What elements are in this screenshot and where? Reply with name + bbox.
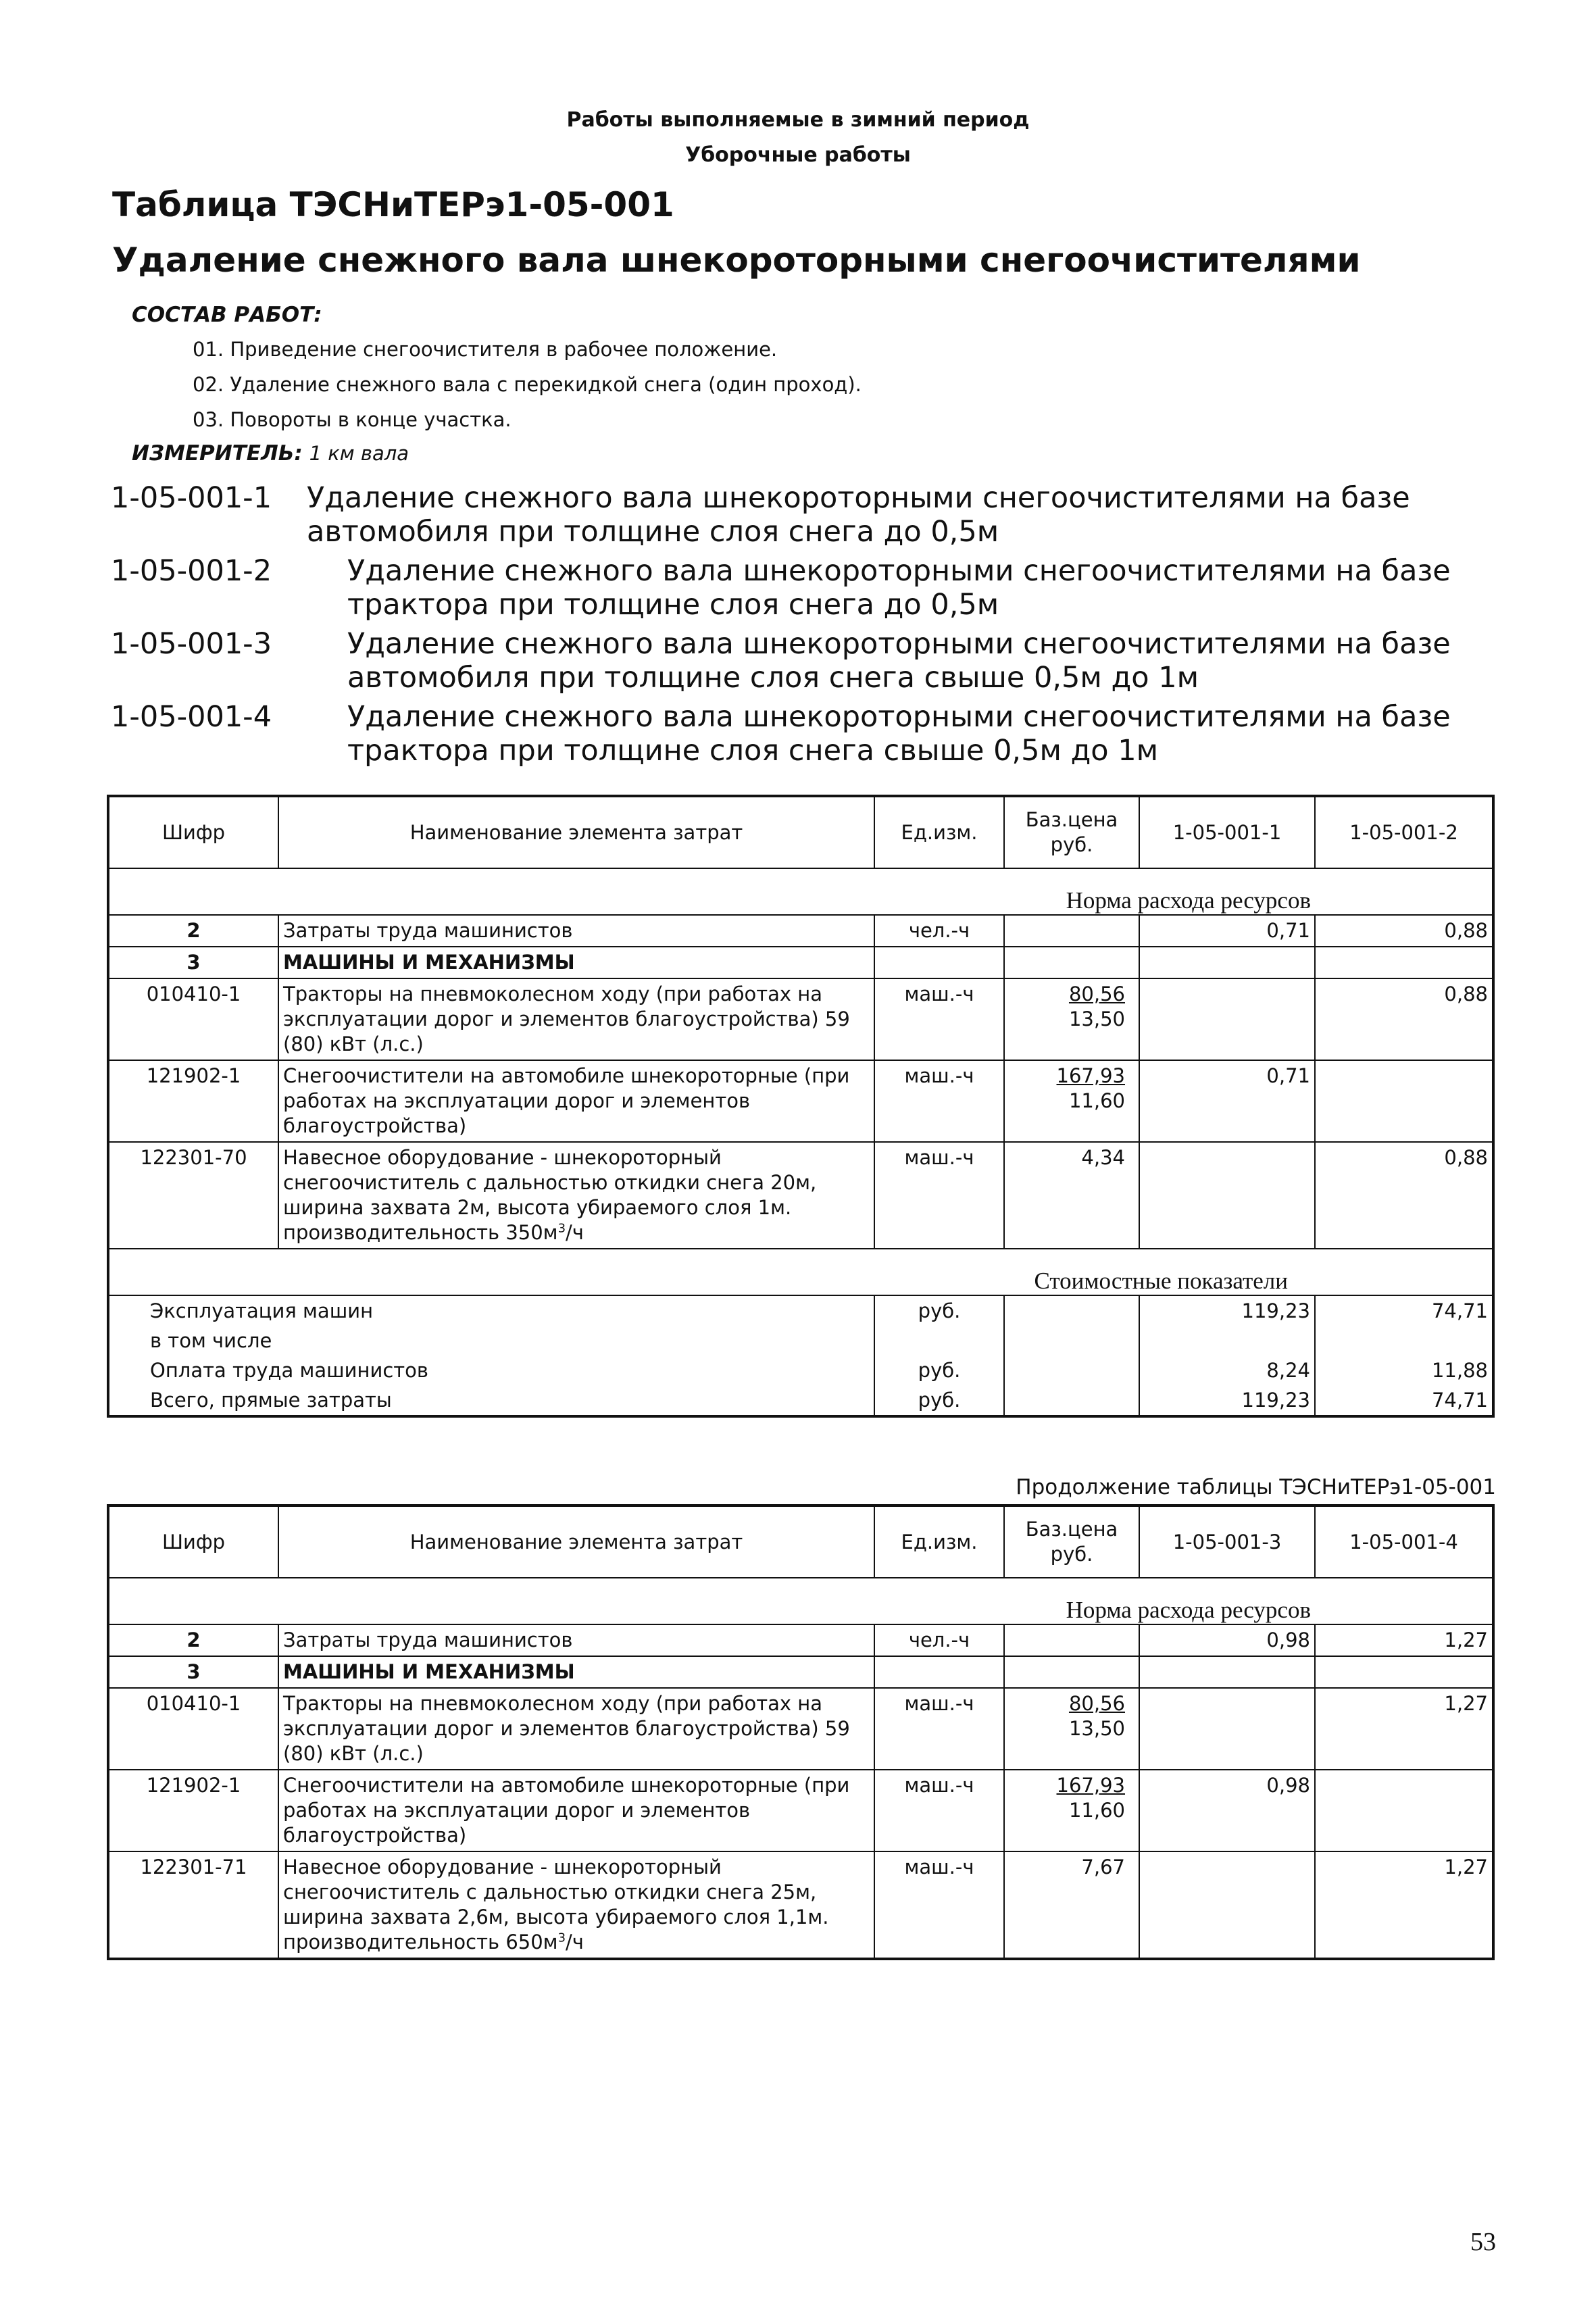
variant-item	[111, 627, 1496, 695]
row-name: Затраты труда машинистов	[278, 915, 874, 947]
cost-value-b: 74,71	[1315, 1295, 1493, 1326]
cost-row	[108, 1385, 1493, 1416]
cost-unit: руб.	[874, 1295, 1004, 1326]
table-row	[108, 1656, 1493, 1688]
col-header-variant: 1-05-001-2	[1315, 796, 1493, 868]
row-name: МАШИНЫ И МЕХАНИЗМЫ	[278, 947, 874, 978]
section-spacer	[1315, 1578, 1493, 1624]
cost-label: Эксплуатация машин	[108, 1295, 874, 1326]
row-unit	[874, 947, 1004, 978]
col-header-unit: Ед.изм.	[874, 796, 1004, 868]
table-row	[108, 947, 1493, 978]
row-code: 2	[108, 915, 278, 947]
col-header-variant: 1-05-001-4	[1315, 1505, 1493, 1578]
cost-value-b: 11,88	[1315, 1355, 1493, 1385]
variant-item	[111, 700, 1496, 768]
section-spacer	[1315, 1249, 1493, 1295]
variant-code: 1-05-001-3	[111, 627, 272, 661]
variant-code: 1-05-001-1	[111, 481, 272, 515]
variant-text: Удаление снежного вала шнекороторными снегоочистителями на базе трактора при толщине слоя снега до 0,5м	[347, 554, 1451, 622]
cost-section-label: Стоимостные показатели	[108, 1249, 1315, 1295]
row-value-a	[1139, 1851, 1315, 1959]
price-header-line2: руб.	[1050, 833, 1093, 856]
row-name: Затраты труда машинистов	[278, 1624, 874, 1656]
row-unit: маш.-ч	[874, 978, 1004, 1060]
cost-value-b: 74,71	[1315, 1385, 1493, 1416]
row-value-b	[1315, 1770, 1493, 1851]
cost-price	[1004, 1355, 1139, 1385]
row-unit	[874, 1656, 1004, 1688]
row-name-text: Навесное оборудование - шнекороторный снегоочиститель с дальностью откидки снега 25м, ширина захвата 2,6м, высота убираемого слоя 1,1м. производительность 650м	[283, 1856, 829, 1953]
row-value-b: 1,27	[1315, 1851, 1493, 1959]
price-header-line1: Баз.цена	[1025, 808, 1118, 831]
col-header-name: Наименование элемента затрат	[278, 1505, 874, 1578]
meter-line	[132, 441, 409, 466]
table-row	[108, 1060, 1493, 1142]
row-name: Тракторы на пневмоколесном ходу (при работах на эксплуатации дорог и элементов благоустройства) 59 (80) кВт (л.с.)	[278, 978, 874, 1060]
row-value-a	[1139, 1142, 1315, 1249]
row-value-a	[1139, 978, 1315, 1060]
cost-value-a: 119,23	[1139, 1295, 1315, 1326]
row-code: 3	[108, 1656, 278, 1688]
row-value-a	[1139, 1688, 1315, 1770]
table-continuation-label: Продолжение таблицы ТЭСНиТЕРэ1-05-001	[1016, 1475, 1496, 1499]
work-item: 03. Повороты в конце участка.	[193, 408, 512, 431]
row-price	[1004, 1060, 1139, 1142]
variant-text: Удаление снежного вала шнекороторными снегоочистителями на базе трактора при толщине слоя снега свыше 0,5м до 1м	[347, 700, 1451, 768]
variant-code: 1-05-001-4	[111, 700, 272, 734]
unit-superscript: 3	[557, 1931, 566, 1945]
row-value-a: 0,71	[1139, 915, 1315, 947]
work-item: 02. Удаление снежного вала с перекидкой снега (один проход).	[193, 373, 862, 396]
row-code: 121902-1	[108, 1060, 278, 1142]
row-price	[1004, 1656, 1139, 1688]
row-price	[1004, 947, 1139, 978]
row-value-a	[1139, 947, 1315, 978]
table-row	[108, 978, 1493, 1060]
work-item: 01. Приведение снегоочистителя в рабочее положение.	[193, 338, 778, 361]
norms-section-label: Норма расхода ресурсов	[108, 868, 1315, 915]
row-price	[1004, 1770, 1139, 1851]
cost-row	[108, 1326, 1493, 1355]
meter-label: ИЗМЕРИТЕЛЬ:	[132, 441, 303, 466]
row-price: 7,67	[1004, 1851, 1139, 1959]
price-secondary: 11,60	[1068, 1799, 1125, 1822]
page-number: 53	[1470, 2228, 1496, 2256]
row-unit: маш.-ч	[874, 1060, 1004, 1142]
section-row	[108, 868, 1493, 915]
row-price	[1004, 1624, 1139, 1656]
row-name-text: Навесное оборудование - шнекороторный снегоочиститель с дальностью откидки снега 20м, ширина захвата 2м, высота убираемого слоя 1м. производительность 350м	[283, 1146, 817, 1244]
row-name-tail: /ч	[566, 1931, 584, 1953]
cost-row	[108, 1295, 1493, 1326]
cost-label: Всего, прямые затраты	[108, 1385, 874, 1416]
variant-item	[111, 481, 1496, 549]
cost-unit: руб.	[874, 1355, 1004, 1385]
price-secondary: 13,50	[1068, 1007, 1125, 1030]
table-row	[108, 1770, 1493, 1851]
table-row	[108, 1624, 1493, 1656]
row-value-a	[1139, 1656, 1315, 1688]
col-header-variant: 1-05-001-1	[1139, 796, 1315, 868]
row-value-a: 0,71	[1139, 1060, 1315, 1142]
row-value-b	[1315, 1060, 1493, 1142]
row-unit: чел.-ч	[874, 1624, 1004, 1656]
norms-table	[107, 795, 1495, 1418]
subsection-header: Уборочные работы	[685, 143, 911, 167]
price-value: 80,56	[1068, 1692, 1125, 1715]
table-header-row	[108, 1505, 1493, 1578]
price-value: 80,56	[1068, 982, 1125, 1005]
cost-price	[1004, 1295, 1139, 1326]
col-header-code: Шифр	[108, 796, 278, 868]
col-header-name: Наименование элемента затрат	[278, 796, 874, 868]
row-price: 4,34	[1004, 1142, 1139, 1249]
variant-item	[111, 554, 1496, 622]
row-code: 010410-1	[108, 978, 278, 1060]
row-unit: маш.-ч	[874, 1851, 1004, 1959]
cost-label: Оплата труда машинистов	[108, 1355, 874, 1385]
cost-price	[1004, 1385, 1139, 1416]
price-value: 167,93	[1056, 1064, 1125, 1087]
variant-text: Удаление снежного вала шнекороторными снегоочистителями на базе автомобиля при толщине слоя снега до 0,5м	[307, 481, 1410, 549]
col-header-code: Шифр	[108, 1505, 278, 1578]
row-code: 010410-1	[108, 1688, 278, 1770]
col-header-unit: Ед.изм.	[874, 1505, 1004, 1578]
col-header-price	[1004, 796, 1139, 868]
row-name: МАШИНЫ И МЕХАНИЗМЫ	[278, 1656, 874, 1688]
row-code: 2	[108, 1624, 278, 1656]
meter-value: 1 км вала	[309, 442, 409, 465]
row-value-b: 1,27	[1315, 1624, 1493, 1656]
table-row	[108, 1688, 1493, 1770]
norms-table-continued	[107, 1504, 1495, 1960]
unit-superscript: 3	[557, 1221, 566, 1236]
section-row	[108, 1578, 1493, 1624]
row-value-a: 0,98	[1139, 1770, 1315, 1851]
col-header-price	[1004, 1505, 1139, 1578]
row-name: Снегоочистители на автомобиле шнекороторные (при работах на эксплуатации дорог и элементов благоустройства)	[278, 1770, 874, 1851]
row-value-b: 0,88	[1315, 1142, 1493, 1249]
row-name	[278, 1851, 874, 1959]
price-header-line1: Баз.цена	[1025, 1518, 1118, 1541]
row-name	[278, 1142, 874, 1249]
cost-unit	[874, 1326, 1004, 1355]
section-header: Работы выполняемые в зимний период	[566, 108, 1030, 132]
price-header-line2: руб.	[1050, 1543, 1093, 1566]
row-value-b: 0,88	[1315, 978, 1493, 1060]
row-value-a: 0,98	[1139, 1624, 1315, 1656]
cost-row	[108, 1355, 1493, 1385]
cost-value-a	[1139, 1326, 1315, 1355]
row-value-b: 1,27	[1315, 1688, 1493, 1770]
row-code: 3	[108, 947, 278, 978]
table-row	[108, 1142, 1493, 1249]
cost-value-b	[1315, 1326, 1493, 1355]
row-code: 122301-71	[108, 1851, 278, 1959]
table-name: Удаление снежного вала шнекороторными снегоочистителями	[112, 241, 1361, 280]
row-unit: маш.-ч	[874, 1688, 1004, 1770]
price-value: 167,93	[1056, 1774, 1125, 1797]
section-spacer	[1315, 868, 1493, 915]
row-name-tail: /ч	[566, 1221, 584, 1244]
cost-price	[1004, 1326, 1139, 1355]
row-code: 122301-70	[108, 1142, 278, 1249]
row-name: Снегоочистители на автомобиле шнекороторные (при работах на эксплуатации дорог и элементов благоустройства)	[278, 1060, 874, 1142]
row-unit: чел.-ч	[874, 915, 1004, 947]
cost-value-a: 119,23	[1139, 1385, 1315, 1416]
cost-unit: руб.	[874, 1385, 1004, 1416]
row-unit: маш.-ч	[874, 1142, 1004, 1249]
row-price	[1004, 978, 1139, 1060]
section-row	[108, 1249, 1493, 1295]
row-value-b: 0,88	[1315, 915, 1493, 947]
table-row	[108, 1851, 1493, 1959]
col-header-variant: 1-05-001-3	[1139, 1505, 1315, 1578]
variant-code: 1-05-001-2	[111, 554, 272, 588]
table-row	[108, 915, 1493, 947]
norms-section-label: Норма расхода ресурсов	[108, 1578, 1315, 1624]
row-value-b	[1315, 947, 1493, 978]
table-title: Таблица ТЭСНиТЕРэ1-05-001	[112, 185, 674, 224]
cost-value-a: 8,24	[1139, 1355, 1315, 1385]
price-secondary: 11,60	[1068, 1089, 1125, 1112]
cost-label: в том числе	[108, 1326, 874, 1355]
row-unit: маш.-ч	[874, 1770, 1004, 1851]
row-price	[1004, 1688, 1139, 1770]
price-secondary: 13,50	[1068, 1717, 1125, 1740]
variant-text: Удаление снежного вала шнекороторными снегоочистителями на базе автомобиля при толщине слоя снега свыше 0,5м до 1м	[347, 627, 1451, 695]
row-value-b	[1315, 1656, 1493, 1688]
table-header-row	[108, 796, 1493, 868]
row-code: 121902-1	[108, 1770, 278, 1851]
row-price	[1004, 915, 1139, 947]
composition-label: СОСТАВ РАБОТ:	[132, 303, 322, 327]
row-name: Тракторы на пневмоколесном ходу (при работах на эксплуатации дорог и элементов благоустройства) 59 (80) кВт (л.с.)	[278, 1688, 874, 1770]
